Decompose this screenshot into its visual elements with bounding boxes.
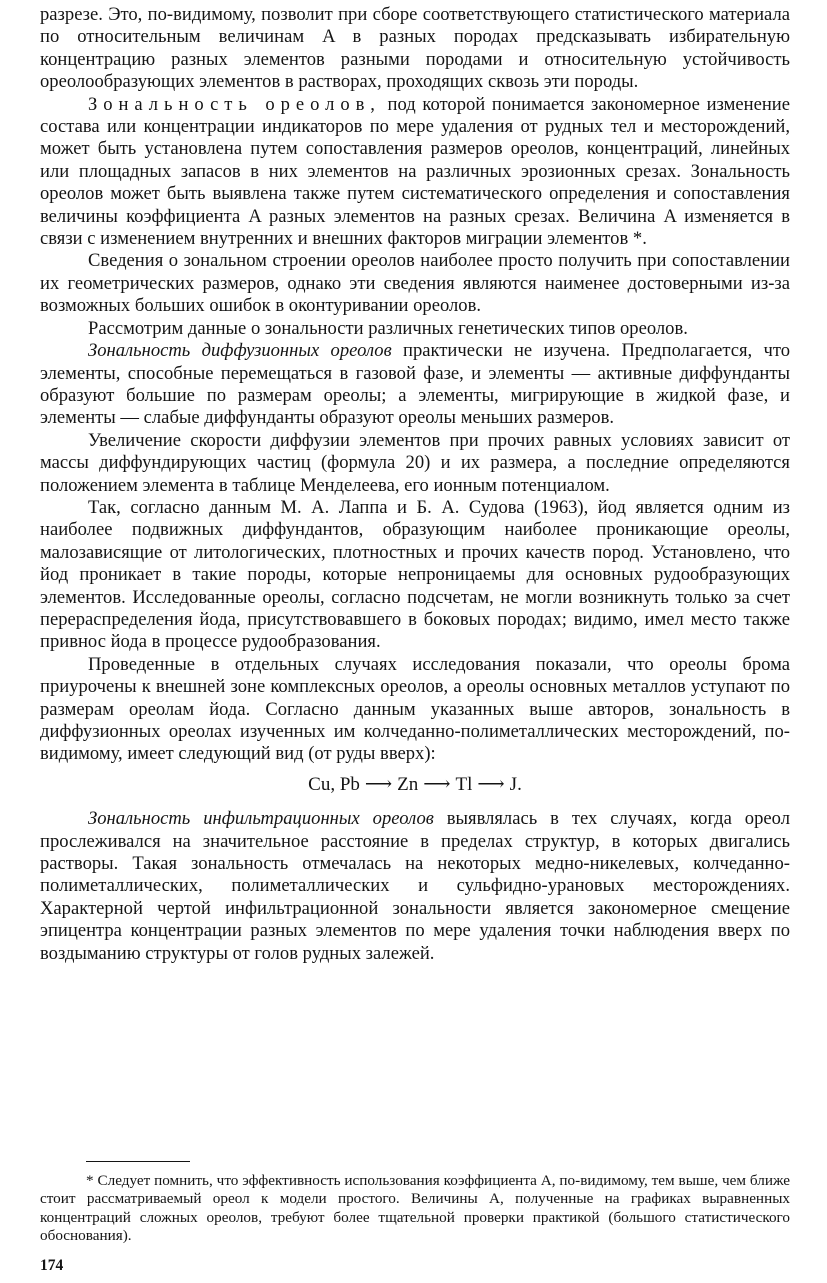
paragraph: Сведения о зональном строении ореолов наиболее просто получить при сопоставлении их геометрических размеров, однако эти сведения являются наименее достоверными из-за возможных больших ошибок в оконтуривании ореолов. — [40, 250, 790, 317]
footnote-divider — [86, 1161, 190, 1162]
zonality-formula — [40, 774, 790, 796]
paragraph: Рассмотрим данные о зональности различных генетических типов ореолов. — [88, 317, 688, 339]
arrow-icon: ⟶ — [477, 773, 505, 795]
italic-lead-term: Зональность диффузионных ореолов — [88, 340, 392, 362]
paragraph — [40, 808, 790, 965]
italic-lead-term: Зональность инфильтрационных ореолов — [88, 808, 434, 830]
footnote-text: * Следует помнить, что эффективность использования коэффициента A, по-видимому, тем выше, чем ближе стоит рассматриваемый ореол к модели простого. Величины A, полученные на графиках выравненных концентраций сложных ореолов, требуют более тщательной проверки практикой (большого статистического обоснования). — [40, 1172, 790, 1245]
main-text — [40, 4, 790, 965]
spaced-lead-term: Зональность ореолов, — [88, 93, 381, 115]
formula-term: Tl — [455, 773, 473, 795]
formula-term: Cu, Pb — [308, 773, 360, 795]
arrow-icon: ⟶ — [423, 773, 451, 795]
page-number: 174 — [40, 1257, 64, 1274]
arrow-icon: ⟶ — [364, 773, 393, 795]
formula-term: Zn — [397, 773, 419, 795]
paragraph — [40, 94, 790, 251]
paragraph: разрезе. Это, по-видимому, позволит при сборе соответствующего статистического материала по относительным величинам A в разных породах предсказывать избирательную концентрацию разных элементов разными породами и относительную устойчивость ореолообразующих элементов в растворах, проходящих сквозь эти породы. — [40, 4, 790, 93]
formula-term: J. — [509, 773, 522, 795]
paragraph-text: под которой понимается закономерное изменение состава или концентрации индикаторов по мере удаления от рудных тел и месторождений, может быть установлена путем сопоставления размеров ореолов, концентраций, линейных или площадных запасов в них элементов на различных эрозионных срезах. Зональность ореолов может быть выявлена также путем систематического определения и сопоставления величины коэффициента A разных элементов на разных срезах. Величина A изменяется в связи с изменением внутренних и внешних факторов миграции элементов *. — [40, 93, 790, 250]
paragraph: Увеличение скорости диффузии элементов при прочих равных условиях зависит от массы диффундирующих частиц (формула 20) и их размера, а последние определяются положением элемента в таблице Менделеева, его ионным потенциалом. — [40, 429, 790, 496]
paragraph-text: выявлялась в тех случаях, когда ореол прослеживался на значительное расстояние в пределах структур, в которых двигались растворы. Такая зональность отмечалась на некоторых медно-никелевых, колчеданно-полиметаллических, полиметаллических и сульфидно-урановых месторождениях. Характерной чертой инфильтрационной зональности является закономерное смещение эпицентра концентрации разных элементов по мере удаления точки наблюдения вверх по воздыманию структуры от голов рудных залежей. — [40, 808, 790, 964]
paragraph: Проведенные в отдельных случаях исследования показали, что ореолы брома приурочены к внешней зоне комплексных ореолов, а ореолы основных металлов уступают по размерам ореолам йода. Согласно данным указанных выше авторов, зональность в диффузионных ореолах изученных им колчеданно-полиметаллических месторождений, по-видимому, имеет следующий вид (от руды вверх): — [40, 653, 790, 765]
footnote — [40, 1172, 790, 1246]
paragraph — [40, 340, 790, 430]
paragraph-text: практически не изучена. Предполагается, что элементы, способные перемещаться в газовой фазе, и элементы — активные диффунданты образуют большие по размерам ореолы; а элементы, мигрирующие в жидкой фазе, и элементы — слабые диффунданты образуют ореолы меньших размеров. — [40, 340, 790, 429]
paragraph: Так, согласно данным М. А. Лаппа и Б. А. Судова (1963), йод является одним из наиболее подвижных диффундантов, образующим наиболее проникающие ореолы, малозависящие от литологических, плотностных и прочих качеств пород. Установлено, что йод проникает в такие породы, которые непроницаемы для основных рудообразующих элементов. Исследованные ореолы, согласно подсчетам, не могли возникнуть только за счет перераспределения йода, присутствовавшего в боковых породах; видимо, имел место также привнос йода в процессе рудообразования. — [40, 496, 790, 653]
